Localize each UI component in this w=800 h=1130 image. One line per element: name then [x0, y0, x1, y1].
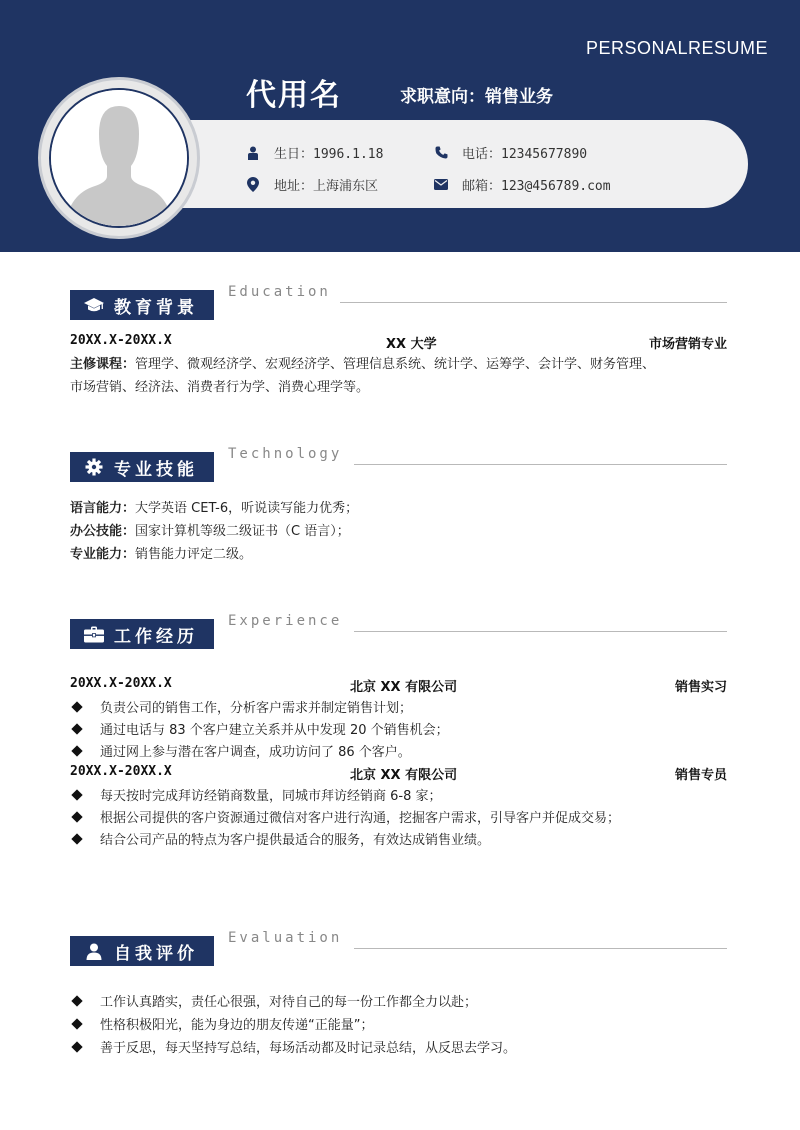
evaluation-divider: [354, 948, 727, 949]
evaluation-tag: [70, 936, 214, 966]
diamond-bullet-icon: [71, 811, 82, 822]
skill-text: 大学英语 CET-6，听说读写能力优秀；: [135, 501, 359, 516]
location-icon: [246, 178, 260, 192]
courses-line-1: [70, 353, 730, 376]
evaluation-bullet-text: 善于反思，每天坚持写总结，每场活动都及时记录总结，从反思去学习。: [100, 1041, 517, 1056]
job-entry-1: [70, 676, 727, 696]
education-title: 教育背景: [114, 297, 198, 318]
job-bullet: [72, 807, 620, 826]
job-objective: 求职意向：销售业务: [400, 87, 553, 107]
birth-text: 生日：1996.1.18: [274, 147, 384, 162]
skills-title: 专业技能: [114, 459, 198, 480]
skills-en-title: Technology: [228, 446, 343, 462]
email-text: 邮箱：123@456789.com: [462, 179, 611, 194]
courses-text-1: 管理学、微观经济学、宏观经济学、管理信息系统、统计学、运筹学、会计学、财务管理、: [135, 357, 656, 372]
job-company: 北京 XX 有限公司: [350, 768, 458, 783]
job-bullet: [72, 785, 442, 804]
diamond-bullet-icon: [71, 745, 82, 756]
diamond-bullet-icon: [71, 1041, 82, 1052]
job-period: 20XX.X-20XX.X: [70, 764, 172, 779]
skills-divider: [354, 464, 727, 465]
job-period: 20XX.X-20XX.X: [70, 676, 172, 691]
evaluation-bullet-text: 工作认真踏实，责任心很强，对待自己的每一份工作都全力以赴；: [100, 995, 478, 1010]
job-bullet-text: 根据公司提供的客户资源通过微信对客户进行沟通，挖掘客户需求，引导客户并促成交易；: [100, 811, 621, 826]
avatar-frame: [38, 77, 200, 239]
job-entry-2: [70, 764, 727, 784]
evaluation-bullet: [72, 991, 477, 1010]
skill-label: 专业能力：: [70, 547, 136, 562]
person-icon: [84, 941, 104, 961]
job-bullet-text: 通过电话与 83 个客户建立关系并从中发现 20 个销售机会；: [100, 723, 449, 738]
phone-text: 电话：12345677890: [462, 147, 588, 162]
job-bullet: [72, 719, 449, 738]
skill-label: 办公技能：: [70, 524, 136, 539]
education-tag: [70, 290, 214, 320]
header-banner: [0, 0, 800, 252]
address-item: [246, 175, 378, 194]
job-bullet-text: 通过网上参与潜在客户调查，成功访问了 86 个客户。: [100, 745, 411, 760]
education-divider: [340, 302, 727, 303]
diamond-bullet-icon: [71, 833, 82, 844]
experience-divider: [354, 631, 727, 632]
candidate-name: 代用名: [246, 78, 342, 113]
diamond-bullet-icon: [71, 789, 82, 800]
skill-item: [70, 497, 358, 516]
gear-icon: [84, 457, 104, 477]
graduation-cap-icon: [84, 295, 104, 315]
user-icon: [246, 146, 260, 160]
education-school: XX 大学: [386, 337, 437, 352]
skills-tag: [70, 452, 214, 482]
mail-icon: [434, 178, 448, 192]
contact-info-panel: [110, 120, 748, 208]
address-text: 地址：上海浦东区: [274, 179, 379, 194]
experience-tag: [70, 619, 214, 649]
birth-item: [246, 143, 383, 162]
job-bullet: [72, 741, 411, 760]
avatar-silhouette-icon: [51, 90, 187, 226]
briefcase-icon: [84, 624, 104, 644]
courses-label: 主修课程：: [70, 357, 136, 372]
skill-label: 语言能力：: [70, 501, 136, 516]
job-bullet: [72, 697, 412, 716]
diamond-bullet-icon: [71, 1018, 82, 1029]
skill-text: 国家计算机等级二级证书（C 语言）；: [135, 524, 350, 539]
skill-item: [70, 543, 252, 562]
diamond-bullet-icon: [71, 995, 82, 1006]
skill-item: [70, 520, 350, 539]
education-courses: [70, 353, 730, 399]
education-period: 20XX.X-20XX.X: [70, 333, 172, 348]
job-bullet-text: 每天按时完成拜访经销商数量，同城市拜访经销商 6-8 家；: [100, 789, 442, 804]
avatar: [49, 88, 189, 228]
job-role: 销售实习: [674, 680, 727, 695]
job-role: 销售专员: [674, 768, 727, 783]
education-major: 市场营销专业: [648, 337, 727, 352]
phone-item: [434, 143, 587, 162]
evaluation-en-title: Evaluation: [228, 930, 343, 946]
evaluation-bullet-text: 性格积极阳光，能为身边的朋友传递“正能量”；: [100, 1018, 374, 1033]
job-company: 北京 XX 有限公司: [350, 680, 458, 695]
education-entry: [70, 333, 727, 353]
job-bullet-text: 结合公司产品的特点为客户提供最适合的服务，有效达成销售业绩。: [100, 833, 491, 848]
courses-text-2: 市场营销、经济法、消费者行为学、消费心理学等。: [70, 380, 370, 395]
job-bullet-text: 负责公司的销售工作，分析客户需求并制定销售计划；: [100, 701, 413, 716]
experience-title: 工作经历: [114, 626, 198, 647]
diamond-bullet-icon: [71, 701, 82, 712]
education-en-title: Education: [228, 284, 331, 300]
job-bullet: [72, 829, 490, 848]
skill-text: 销售能力评定二级。: [135, 547, 253, 562]
evaluation-bullet: [72, 1037, 516, 1056]
experience-en-title: Experience: [228, 613, 343, 629]
brand-title: PERSONALRESUME: [585, 38, 768, 58]
evaluation-title: 自我评价: [114, 943, 198, 964]
diamond-bullet-icon: [71, 723, 82, 734]
evaluation-bullet: [72, 1014, 373, 1033]
phone-icon: [434, 146, 448, 160]
email-item: [434, 175, 611, 194]
